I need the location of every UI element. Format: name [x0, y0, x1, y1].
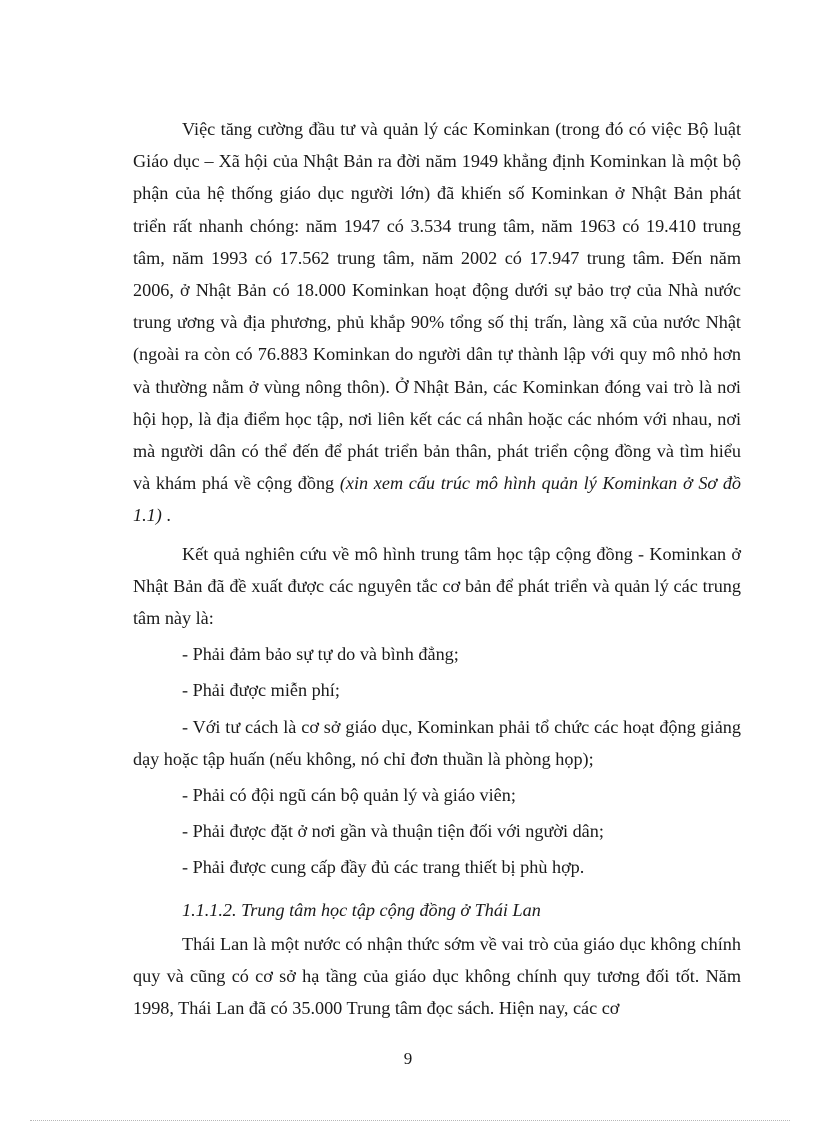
bullet-item: - Phải được cung cấp đầy đủ các trang thiết bị phù hợp.	[182, 857, 585, 878]
figure-reference: (xin xem cấu trúc mô hình quản lý Kominkan ở Sơ đồ 1.1)	[133, 473, 742, 526]
bullet-item: - Phải có đội ngũ cán bộ quản lý và giáo viên;	[182, 785, 516, 806]
paragraph-kominkan-growth	[133, 113, 741, 532]
section-heading: 1.1.1.2. Trung tâm học tập cộng đồng ở Thái Lan	[182, 899, 541, 920]
paragraph-text: Việc tăng cường đầu tư và quản lý các Kominkan (trong đó có việc Bộ luật Giáo dục – Xã hội của Nhật Bản ra đời năm 1949 khẳng định Kominkan là một bộ phận của hệ thống giáo dục người lớn) đã khiến số Kominkan ở Nhật Bản phát triển rất nhanh chóng: năm 1947 có 3.534 trung tâm, năm 1963 có 19.410 trung tâm, năm 1993 có 17.562 trung tâm, năm 2002 có 17.947 trung tâm. Đến năm 2006, ở Nhật Bản có 18.000 Kominkan hoạt động dưới sự bảo trợ của Nhà nước trung ương và địa phương, phủ khắp 90% tổng số thị trấn, làng xã của nước Nhật (ngoài ra còn có 76.883 Kominkan do người dân tự thành lập với quy mô nhỏ hơn và thường nằm ở vùng nông thôn). Ở Nhật Bản, các Kominkan đóng vai trò là nơi hội họp, là địa điểm học tập, nơi liên kết các cá nhân hoặc các nhóm với nhau, nơi mà người dân có thể đến để phát triển bản thân, phát triển cộng đồng và tìm hiểu và khám phá về cộng đồng	[133, 119, 741, 494]
page-number: 9	[403, 1049, 413, 1068]
bullet-item: - Với tư cách là cơ sở giáo dục, Kominkan phải tổ chức các hoạt động giảng dạy hoặc tập huấn (nếu không, nó chỉ đơn thuần là phòng họp);	[133, 716, 741, 769]
bullet-item: - Phải được miễn phí;	[182, 680, 340, 701]
page-boundary-line	[30, 1120, 790, 1121]
paragraph-principles-intro: Kết quả nghiên cứu về mô hình trung tâm học tập cộng đồng - Kominkan ở Nhật Bản đã đề xuất được các nguyên tắc cơ bản để phát triển và quản lý các trung tâm này là:	[133, 543, 741, 629]
paragraph-end: .	[161, 505, 171, 526]
body-text	[133, 113, 741, 1024]
paragraph-thailand: Thái Lan là một nước có nhận thức sớm về vai trò của giáo dục không chính quy và cũng có cơ sở hạ tầng của giáo dục không chính quy tương đối tốt. Năm 1998, Thái Lan đã có 35.000 Trung tâm đọc sách. Hiện nay, các cơ	[133, 933, 741, 1019]
bullet-item: - Phải đảm bảo sự tự do và bình đẳng;	[182, 644, 459, 665]
bullet-item: - Phải được đặt ở nơi gần và thuận tiện đối với người dân;	[182, 821, 604, 842]
